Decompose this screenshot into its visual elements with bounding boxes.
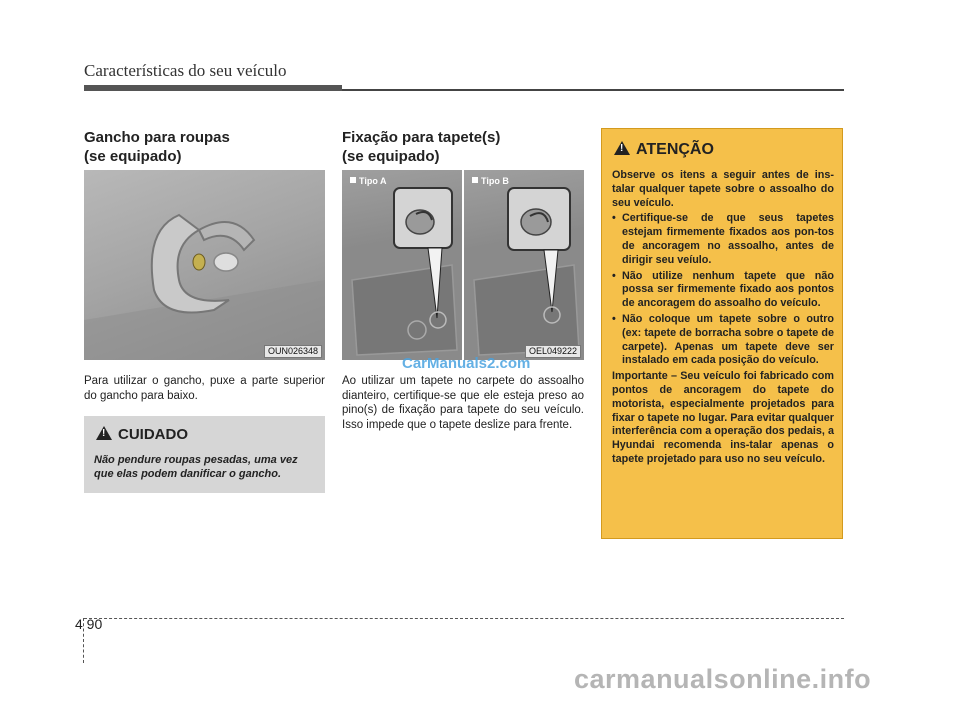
mat-instructions: Ao utilizar um tapete no carpete do assoalho dianteiro, certifique-se que ele esteja preso ao pino(s) de fixação para tapete do seu veículo. Isso impede que o tapete deslize para frente. bbox=[342, 375, 584, 431]
mat-anchor-illustration-b bbox=[464, 170, 584, 360]
tipo-a-label bbox=[350, 176, 387, 186]
site-watermark: carmanualsonline.info bbox=[574, 664, 872, 694]
attention-item: • Não coloque um tapete sobre o outro (ex: tapete de borracha sobre o tapete de carpete). Apenas um tapete deve ser instalado em cada posição do veículo. bbox=[612, 313, 834, 368]
attention-item: • Não utilize nenhum tapete que não possa ser firmemente fixado aos pontos de ancoragem do assoalho do veículo. bbox=[612, 270, 834, 311]
attention-heading bbox=[614, 141, 714, 159]
hook-instructions: Para utilizar o gancho, puxe a parte superior do gancho para baixo. bbox=[84, 375, 325, 402]
mat-anchor-illustration-a bbox=[342, 170, 462, 360]
header-bar-dark bbox=[84, 85, 342, 91]
mat-section-title bbox=[342, 128, 582, 166]
caution-heading bbox=[96, 426, 188, 443]
attention-item: • Certifique-se de que seus tapetes estejam firmemente fixados aos pon-tos de ancoragem no assoalho, antes de dirigir seu veíulo. bbox=[612, 212, 834, 267]
hook-title-line2: (se equipado) bbox=[84, 148, 182, 165]
tipo-b-text: Tipo B bbox=[481, 176, 509, 186]
coat-hook-photo bbox=[84, 170, 325, 360]
header-bar-thin bbox=[342, 89, 844, 91]
tipo-b-label bbox=[472, 176, 509, 186]
coat-hook-illustration bbox=[84, 170, 325, 360]
mat-photo-code: OEL049222 bbox=[525, 345, 581, 358]
attention-intro: Observe os itens a seguir antes de ins-talar qualquer tapete sobre o assoalho do seu veículo. bbox=[612, 169, 834, 209]
footer-dotted-line bbox=[84, 618, 844, 619]
mat-title-line1: Fixação para tapete(s) bbox=[342, 129, 501, 146]
attention-heading-text: ATENÇÃO bbox=[636, 141, 714, 158]
watermark-link[interactable]: CarManuals2.com bbox=[402, 355, 531, 372]
attention-box bbox=[601, 128, 843, 539]
warning-triangle-icon bbox=[614, 141, 630, 155]
hook-title-line1: Gancho para roupas bbox=[84, 129, 230, 146]
square-bullet-icon bbox=[472, 177, 478, 183]
floor-mat-anchor-photo-type-b bbox=[464, 170, 584, 360]
attention-list bbox=[612, 212, 834, 368]
page-number: 4 90 bbox=[75, 616, 103, 632]
caution-text: Não pendure roupas pesadas, uma vez que elas podem danificar o gancho. bbox=[94, 454, 298, 480]
attention-final-note: Importante – Seu veículo foi fabricado com pontos de ancoragem do tapete do motorista, especialmente projetados para fixar o tapete no lugar. Para evitar qualquer interferência com a operação dos pedais, a Hyundai recomenda ins-talar apenas o tapete projetado para uso no seu veículo. bbox=[612, 370, 835, 465]
hook-section-title bbox=[84, 128, 324, 166]
hook-photo-code: OUN026348 bbox=[264, 345, 322, 358]
mat-title-line2: (se equipado) bbox=[342, 148, 440, 165]
warning-triangle-icon bbox=[96, 426, 112, 440]
tipo-a-text: Tipo A bbox=[359, 176, 387, 186]
floor-mat-anchor-photo-type-a bbox=[342, 170, 462, 360]
caution-heading-text: CUIDADO bbox=[118, 426, 188, 443]
square-bullet-icon bbox=[350, 177, 356, 183]
caution-box bbox=[84, 416, 325, 493]
page-header-title: Características do seu veículo bbox=[84, 61, 287, 80]
attention-content bbox=[612, 169, 834, 467]
